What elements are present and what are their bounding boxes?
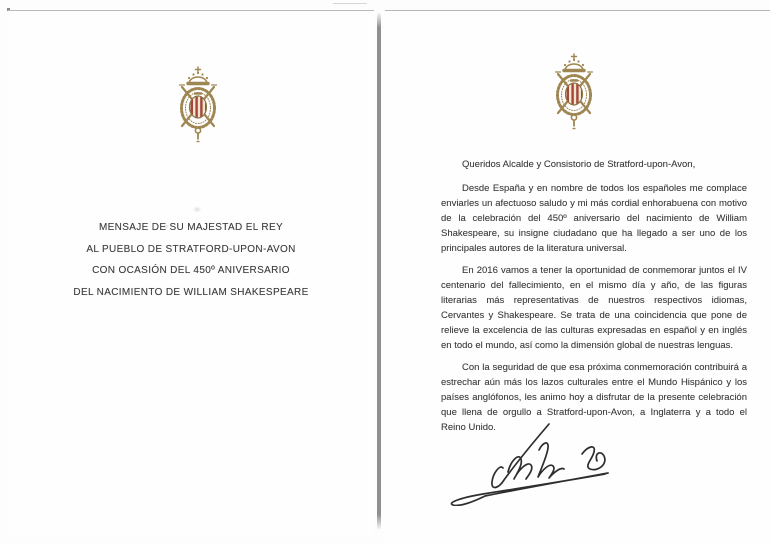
letter-salutation: Queridos Alcalde y Consistorio de Stratford-upon-Avon,: [462, 159, 696, 170]
letter-paragraph: Desde España y en nombre de todos los españoles me complace enviarles un afectuoso saludo y mi más cordial enhorabuena con motivo de la celebración del 450º aniversario del nacimiento de William Shakespeare, su insigne ciudadano que ha llegado a ser uno de los principales autores de la literatura universal.: [441, 183, 747, 254]
letter-paragraph: En 2016 vamos a tener la oportunidad de conmemorar juntos el IV centenario del fallecimiento, en el mismo día y año, de las figuras literarias más representativas de nuestros respectivos idiomas, Cervantes y Shakespeare. Se trata de una coincidencia que pone de relieve la excelencia de las culturas expresadas en español y en inglés en todo el mundo, así como la dimensión global de nuestras lenguas.: [441, 265, 747, 351]
royal-signature-icon: [445, 421, 630, 506]
cover-title-line: AL PUEBLO DE STRATFORD-UPON-AVON: [86, 243, 296, 255]
letter-cover-page: [8, 10, 374, 537]
scan-edge-artifact: [333, 3, 367, 4]
letter-body-page: [385, 10, 770, 544]
royal-coat-of-arms-icon: [543, 53, 605, 131]
royal-coat-of-arms-icon: [167, 66, 229, 144]
scan-speck: [194, 208, 200, 211]
cover-title-line: MENSAJE DE SU MAJESTAD EL REY: [98, 222, 284, 233]
cover-title-line: DEL NACIMIENTO DE WILLIAM SHAKESPEARE: [73, 286, 309, 298]
letter-text: [441, 157, 747, 442]
page-gap-shadow: [377, 12, 381, 530]
cover-title: [8, 217, 374, 303]
cover-title-line: CON OCASIÓN DEL 450º ANIVERSARIO: [92, 265, 290, 276]
letter-paragraph: Con la seguridad de que esa próxima conmemoración contribuirá a estrechar aún más los lazos culturales entre el Mundo Hispánico y los países anglófonos, les animo hoy a disfrutar de la presente celebración que llena de orgullo a Stratford-upon-Avon, a Inglaterra y a todo el Reino Unido.: [441, 362, 747, 433]
